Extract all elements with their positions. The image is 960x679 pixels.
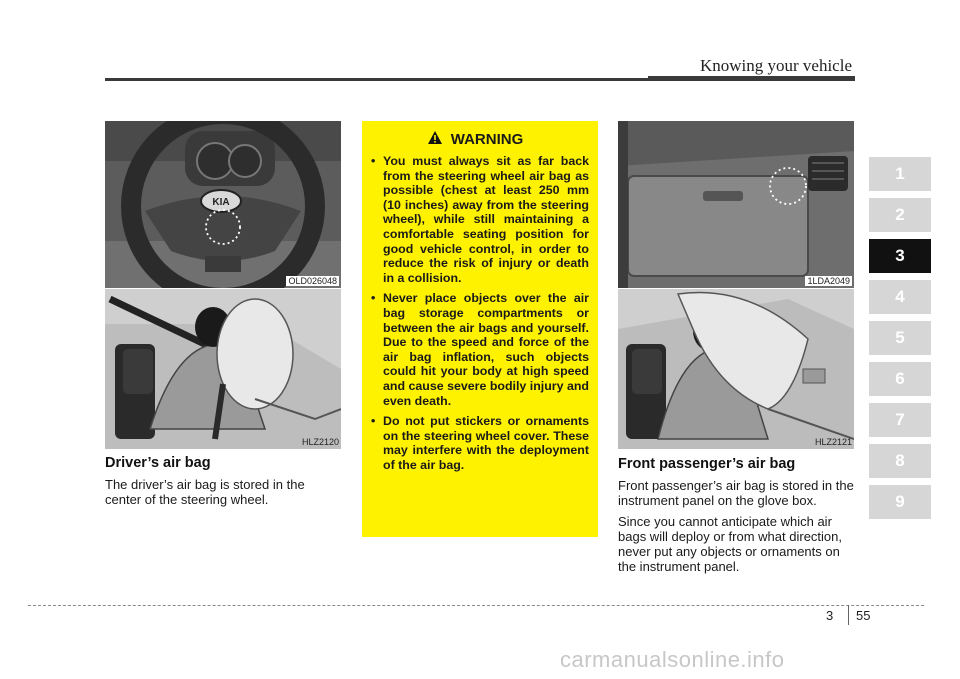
warning-list: [371, 154, 589, 472]
chapter-tab-3[interactable]: 3: [869, 239, 931, 273]
chapter-tab-5[interactable]: 5: [869, 321, 931, 355]
glove-box-illustration: [618, 121, 854, 288]
chapter-tab-6[interactable]: 6: [869, 362, 931, 396]
warning-title: [361, 130, 589, 149]
svg-text:KIA: KIA: [212, 197, 230, 208]
chapter-tab-7[interactable]: 7: [869, 403, 931, 437]
header-rule-accent: [648, 76, 855, 81]
warning-item: • Never place objects over the air bag storage compartments or between the air bags and yourself. Due to the speed and force of the air bag inflation, such objects could hit your body at high speed and cause severe bodily injury and even death.: [371, 291, 589, 408]
page-number-divider: [848, 605, 849, 625]
driver-airbag-drawing: [105, 289, 341, 449]
driver-airbag-heading: Driver’s air bag: [105, 455, 211, 471]
chapter-tabs: [869, 157, 931, 526]
chapter-number: 3: [826, 608, 834, 623]
warning-triangle-icon: [427, 130, 443, 149]
passenger-airbag-text: [618, 478, 856, 580]
passenger-airbag-illustration: [618, 289, 854, 449]
driver-airbag-paragraph: The driver’s air bag is stored in the center of the steering wheel.: [105, 477, 305, 507]
glove-box-photo: [618, 121, 854, 288]
image-code: OLD026048: [288, 276, 337, 286]
chapter-tab-2[interactable]: 2: [869, 198, 931, 232]
warning-item: • Do not put stickers or ornaments on the steering wheel cover. These may interfere with the deployment of the air bag.: [371, 414, 589, 472]
image-code: HLZ2120: [301, 437, 339, 447]
driver-airbag-illustration: [105, 289, 341, 449]
passenger-airbag-paragraph: Since you cannot anticipate which air bags will deploy or from what direction, never put any objects or ornaments on the instrument panel.: [618, 514, 842, 574]
chapter-tab-4[interactable]: 4: [869, 280, 931, 314]
driver-airbag-text: [105, 477, 341, 513]
header-title: Knowing your vehicle: [699, 56, 852, 75]
warning-title-text: WARNING: [450, 131, 524, 148]
steering-wheel-illustration: [105, 121, 341, 288]
footer-rule: [28, 605, 924, 606]
chapter-tab-1[interactable]: 1: [869, 157, 931, 191]
warning-box: [362, 121, 598, 537]
image-code: HLZ2121: [814, 437, 852, 447]
steering-wheel-photo: [105, 121, 341, 288]
watermark: carmanualsonline.info: [560, 647, 785, 672]
warning-item: • You must always sit as far back from the steering wheel air bag as possible (chest at least 250 mm (10 inches) away from the steering wheel), while still maintaining a comfortable seating position for good vehicle control, in order to reduce the risk of injury or death in a collision.: [371, 154, 589, 285]
image-code: 1LDA2049: [807, 276, 850, 286]
page-number: 55: [856, 608, 871, 623]
chapter-tab-9[interactable]: 9: [869, 485, 931, 519]
passenger-airbag-paragraph: Front passenger’s air bag is stored in the instrument panel on the glove box.: [618, 478, 854, 508]
passenger-airbag-drawing: [618, 289, 854, 449]
passenger-airbag-heading: Front passenger’s air bag: [618, 456, 796, 472]
chapter-tab-8[interactable]: 8: [869, 444, 931, 478]
